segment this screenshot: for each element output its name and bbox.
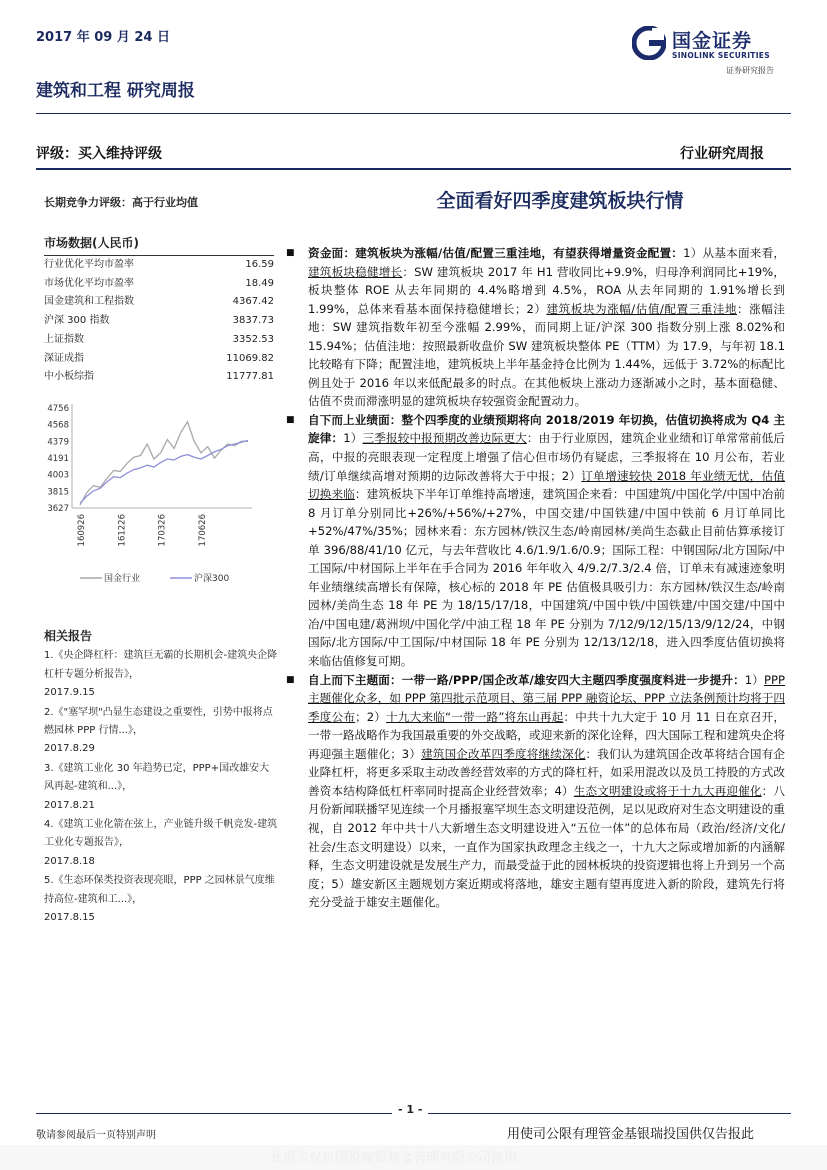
series-line-industry [80, 422, 248, 505]
main-title: 全面看好四季度建筑板块行情 [436, 190, 684, 212]
market-data-heading: 市场数据(人民币) [44, 236, 139, 250]
row-value: 3352.53 [232, 333, 274, 345]
row-label: 深证成指 [44, 352, 84, 364]
row-value: 16.59 [245, 259, 274, 270]
row-label: 行业优化平均市盈率 [44, 259, 134, 270]
related-item[interactable] [44, 872, 279, 927]
paragraph-lead: 资金面：建筑板块为涨幅/估值/配置三重洼地，有望获得增量资金配置： [308, 246, 684, 260]
text-run: ：我们认为建筑国企改革将结合国有企业降杠杆，将更多采取主动改善经营效率的方式的降杠杆，如采用混改以及员工持股的方式改善资本结构降低杠杆率同时提高企业经营效率；4） [308, 746, 785, 798]
footer-license: 用使司公限有理管金基银瑞投国供仅告报此 [507, 1127, 755, 1142]
brand-logo [632, 24, 792, 84]
row-label: 上证指数 [44, 333, 84, 345]
underlined-run: 建筑国企改革四季度将继续深化 [421, 746, 586, 761]
y-tick-label: 4191 [47, 454, 69, 465]
text-run: ：涨幅洼地：SW 建筑指数年初至今涨幅 2.99%，而同期上证/沪深 300 指数分别上涨 8.02%和 15.94%；估值洼地：按照最新收盘价 SW 建筑板块整体 PE（TTM）为 17.9，与年初 18.1 比较略有下降；配置洼地，建筑板块上半年基金持仓比例为 1.44%，远低于 3.72%的标配比例且处于 2016 年以来低配最多的时点。在其他板块上涨动力逐渐减小之时，基本面稳健、估值不贵而滞涨明显的建筑板块存较强资金配置动力。 [308, 301, 785, 409]
text-run: ：由于行业原因，建筑企业业绩和订单常常前低后高，中报的亮眼表现一定程度上增强了信心但市场仍有疑虑，三季报将在 10 月公布，若业绩/订单继续高增对预期的边际改善将大于中报；2） [308, 431, 785, 483]
watermark-text: 此报告仅供国投瑞银基金管理有限公司使用 [270, 1151, 518, 1166]
index-line-chart [40, 398, 280, 590]
text-run: 1） [343, 431, 363, 446]
underlined-run: 三季报较中报预期改善边际更大 [362, 431, 527, 446]
rating-label: 评级：买入维持评级 [36, 146, 162, 162]
market-data-row [44, 312, 274, 331]
related-reports [44, 627, 279, 929]
row-value: 3837.73 [232, 315, 274, 327]
underlined-run: 订单增速较快 2018 年业绩无忧，估值切换来临 [308, 468, 785, 502]
brand-name-en: SINOLINK SECURITIES [672, 51, 770, 60]
x-tick-label: 170326 [157, 514, 168, 547]
paragraph-capital [294, 244, 785, 411]
related-item-date: 2017.8.29 [44, 743, 95, 755]
report-body [294, 244, 785, 912]
market-data-panel [44, 234, 274, 387]
related-item-date: 2017.9.15 [44, 687, 95, 699]
y-tick-label: 4003 [47, 470, 69, 481]
related-item-text: 1.《央企降杠杆：建筑巨无霸的长期机会-建筑央企降杠杆专题分析报告》， [44, 650, 278, 680]
related-item[interactable] [44, 704, 279, 759]
paragraph-earnings [294, 411, 785, 671]
long-term-rating: 长期竞争力评级：高于行业均值 [44, 196, 198, 209]
row-label: 中小板综指 [44, 371, 94, 383]
x-tick-label: 160926 [77, 514, 87, 547]
paragraph-themes [294, 671, 785, 912]
underlined-run: PPP 主题催化众多，如 PPP 第四批示范项目、第三届 PPP 融资论坛、PPP 立法条例预计均将于四季度公布 [308, 672, 785, 724]
row-value: 11069.82 [226, 352, 274, 364]
text-run: ；2） [355, 709, 387, 724]
market-data-row [44, 293, 274, 312]
related-item-date: 2017.8.15 [44, 912, 95, 924]
header-divider-2 [36, 168, 791, 170]
related-item-text: 3.《建筑工业化 30 年趋势已定，PPP+国改雄安大风再起-建筑和...》， [44, 762, 270, 793]
row-value: 18.49 [245, 277, 274, 289]
underlined-run: 生态文明建设或将于十九大再迎催化 [573, 783, 762, 798]
brand-name-cn: 国金证券 [672, 30, 753, 52]
x-tick-label: 161226 [117, 514, 128, 547]
report-title: 建筑和工程 研究周报 [36, 81, 195, 101]
legend-label-csi300: 沪深300 [194, 574, 230, 584]
x-tick-label: 170626 [197, 514, 208, 547]
related-item[interactable] [44, 816, 279, 871]
underlined-run: 建筑板块为涨幅/估值/配置三重洼地 [546, 301, 738, 316]
text-run: ：中共十九大定于 10 月 11 日在京召开，一带一路战略作为我国最重要的外交战略，或迎来新的深化诠释，四大国际工程和建筑央企将再迎强主题催化；3） [308, 709, 786, 761]
text-run: ：建筑板块下半年订单维持高增速，建筑国企来看：中国建筑/中国化学/中国中冶前 8 月订单分别同比+26%/+56%/+27%，中国交建/中国铁建/中国中铁前 6 月订单同比+52%/47%/35%；园林来看：东方园林/铁汉生态/岭南园林/美尚生态截止目前估算承接订单 396/88/41/10 亿元，与去年营收比 4.6/1.9/1.6/0.9；国际工程：中钢国际/北方国际/中工国际/中材国际上半年在手合同为 2016 年年收入 4/9.2/7.3/2.4 倍，订单未有减速迹象明年业绩继续高增长有保障，核心标的 2018 年 PE 估值极具吸引力：东方园林/铁汉生态/岭南园林/美尚生态 18 年 PE 为 18/15/17/18，中国建筑/中国中铁/中国铁建/中国交建/中国中冶/中国电建/葛洲坝/中国化学/中油工程 18 年 PE 分别为 7/12/9/12/15/13/9/12/24，中钢国际/北方国际/中工国际/中材国际 18 年 PE 分别为 12/13/12/18，进入四季度估值切换将来临估值修复可期。 [308, 487, 785, 669]
series-line-csi300 [80, 440, 248, 503]
row-label: 市场优化平均市盈率 [44, 277, 134, 289]
text-run: 1）从基本面来看， [683, 246, 785, 260]
y-tick-label: 4379 [47, 437, 69, 448]
underlined-run: 建筑板块稳健增长 [308, 264, 403, 279]
y-tick-label: 3627 [47, 504, 69, 514]
related-item-date: 2017.8.18 [44, 855, 95, 867]
related-item-date: 2017.8.21 [44, 799, 95, 811]
page-number: - 1 - [392, 1103, 428, 1116]
y-tick-label: 3815 [47, 487, 69, 498]
market-data-row [44, 368, 274, 387]
row-label: 沪深 300 指数 [44, 315, 110, 327]
report-date: 2017 年 09 月 24 日 [36, 30, 170, 45]
related-item[interactable] [44, 760, 279, 815]
footer-disclaimer: 敬请参阅最后一页特别声明 [36, 1130, 156, 1141]
related-heading: 相关报告 [44, 629, 93, 643]
related-item-text: 5.《生态环保类投资表现亮眼，PPP 之园林景气度维持高位-建筑和工...》， [44, 875, 275, 905]
text-run: ：八月份新闻联播罕见连续一个月播报塞罕坝生态文明建设范例，足以见政府对生态文明建设的重视，自 2012 年中共十八大新增生态文明建设进入“五位一体”的总体布局（政治/经济/文化/社会/生态文明建设）以来，一直作为国家执政理念主线之一，十九大之际或增加新的内涵解释，生态文明建设就是发展生产力，而最受益于此的园林板块的投资逻辑也将上升到另一个高度；5）雄安新区主题规划方案近期或将落地，雄安主题有望再度进入新的阶段，建筑先行将充分受益于雄安主题催化。 [308, 783, 785, 910]
paragraph-lead: 自下而上业绩面：整个四季度的业绩预期将向 2018/2019 年切换，估值切换将成为 Q4 主旋律： [308, 412, 785, 446]
brand-subtitle: 证券研究报告 [726, 66, 774, 75]
text-run: 1） [744, 672, 764, 687]
header-divider [36, 113, 791, 114]
related-item[interactable] [44, 647, 279, 702]
market-data-row [44, 275, 274, 294]
row-value: 4367.42 [232, 296, 274, 308]
legend-label-industry: 国金行业 [104, 574, 141, 584]
report-type: 行业研究周报 [680, 146, 764, 162]
row-value: 11777.81 [226, 371, 274, 383]
y-tick-label: 4568 [47, 420, 69, 431]
market-data-row [44, 256, 274, 275]
sinolink-logo-icon [632, 26, 666, 60]
text-run: ：SW 建筑板块 2017 年 H1 营收同比+9.9%，归母净利润同比+19%，板块整体 ROE 从去年同期的 4.4%略增到 4.5%，ROA 从去年同期的 1.91%增长到 1.99%，总体来看基本面保持稳健增长；2） [308, 264, 785, 316]
market-data-row [44, 331, 274, 350]
paragraph-lead: 自上而下主题面：一带一路/PPP/国企改革/雄安四大主题四季度强度料进一步提升： [308, 672, 745, 687]
y-tick-label: 4756 [47, 404, 69, 414]
related-item-text: 4.《建筑工业化箭在弦上，产业链升级千帆竞发-建筑工业化专题报告》， [44, 819, 278, 849]
underlined-run: 十九大来临“一带一路”将东山再起 [386, 709, 564, 724]
related-item-text: 2.《"塞罕坝"凸显生态建设之重要性，引势中报将点燃园林 PPP 行情...》， [44, 706, 273, 737]
market-data-row [44, 350, 274, 369]
row-label: 国金建筑和工程指数 [44, 296, 134, 308]
